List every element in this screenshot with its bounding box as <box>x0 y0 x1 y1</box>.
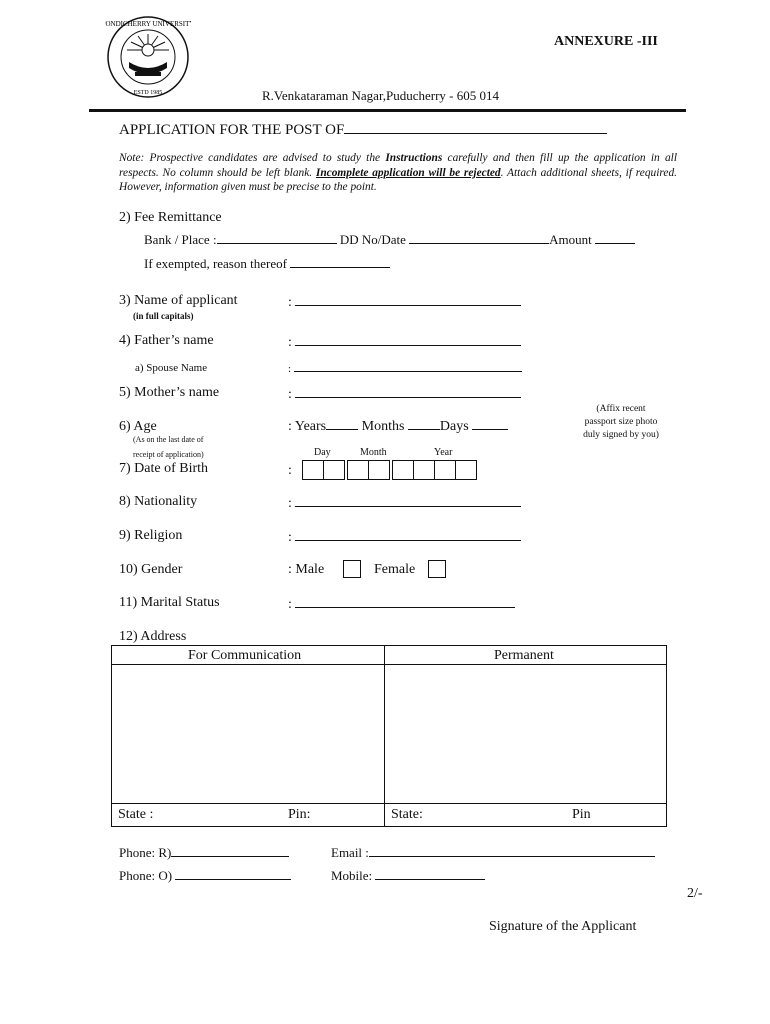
post-field[interactable] <box>344 120 607 134</box>
age-months-label: Months <box>361 419 405 434</box>
photo-note <box>566 403 676 442</box>
marital-label: 11) Marital Status <box>119 595 220 610</box>
father-field[interactable] <box>295 333 521 346</box>
colon: : <box>288 295 292 310</box>
phone-office-label: Phone: O) <box>119 868 173 883</box>
note-paragraph <box>119 151 677 195</box>
nationality-label: 8) Nationality <box>119 494 198 509</box>
name-hint: (in full capitals) <box>133 311 194 321</box>
age-days-field[interactable] <box>472 429 508 430</box>
name-row <box>288 293 521 311</box>
nationality-field[interactable] <box>295 494 521 507</box>
address-footer-rule <box>112 803 666 804</box>
dob-month-box[interactable] <box>347 460 369 480</box>
pin-label-permanent: Pin <box>572 807 591 822</box>
pin-label-communication: Pin: <box>288 807 311 822</box>
mother-field[interactable] <box>295 385 521 398</box>
female-checkbox[interactable] <box>428 560 446 578</box>
note-instructions: Instructions <box>385 152 443 164</box>
exempted-row <box>144 256 390 272</box>
dob-year-box[interactable] <box>455 460 477 480</box>
dob-year-box[interactable] <box>413 460 435 480</box>
mother-label: 5) Mother’s name <box>119 385 220 400</box>
dob-day-box[interactable] <box>302 460 324 480</box>
dob-year-label: Year <box>434 447 453 458</box>
logo-text-top: PONDICHERRY UNIVERSITY <box>105 20 191 28</box>
bank-field[interactable] <box>217 243 337 244</box>
communication-address-field[interactable] <box>114 667 382 801</box>
age-months-field[interactable] <box>408 429 440 430</box>
mobile-label: Mobile: <box>331 868 373 883</box>
photo-note-3: duly signed by you) <box>583 430 659 440</box>
address-table <box>111 645 667 827</box>
mobile-row <box>331 868 485 884</box>
dob-label: 7) Date of Birth <box>119 461 209 476</box>
dob-month-label: Month <box>360 447 387 458</box>
colon: : <box>288 387 292 402</box>
spouse-field[interactable] <box>294 361 522 372</box>
amount-label: Amount <box>549 232 592 247</box>
religion-label: 9) Religion <box>119 528 183 543</box>
note-text-3: . Attach additional sheets, if required. However, information given must be precise to the point. <box>119 166 677 193</box>
exempted-field[interactable] <box>290 267 390 268</box>
phone-residence-label: Phone: R) <box>119 845 172 860</box>
spouse-label: a) Spouse Name <box>135 362 208 374</box>
phone-residence-field[interactable] <box>171 856 289 857</box>
address-header-rule <box>112 664 666 665</box>
gender-label: 10) Gender <box>119 562 183 577</box>
page-number: 2/- <box>687 886 703 901</box>
religion-field[interactable] <box>295 528 521 541</box>
logo-text-bottom: ESTD 1985 <box>133 90 163 96</box>
amount-field[interactable] <box>595 243 635 244</box>
dob-year-box[interactable] <box>392 460 414 480</box>
address-col-communication: For Communication <box>188 648 302 663</box>
dob-day-label: Day <box>314 447 331 458</box>
page-title <box>119 120 607 139</box>
bank-label: Bank / Place : <box>144 232 217 247</box>
note-rejected: Incomplete application will be rejected <box>315 166 501 179</box>
colon: : <box>288 530 292 545</box>
age-hint-2: receipt of application) <box>133 450 204 459</box>
father-row <box>288 333 521 351</box>
age-hint-1: (As on the last date of <box>133 435 204 444</box>
email-field[interactable] <box>369 856 655 857</box>
address-divider-vertical <box>384 646 385 826</box>
dob-month-box[interactable] <box>368 460 390 480</box>
fee-bank-row <box>144 232 635 248</box>
dob-year-box[interactable] <box>434 460 456 480</box>
nationality-row <box>288 494 521 512</box>
age-row <box>288 419 508 435</box>
note-text-2: carefully and then fill up the application in all respects. No column should be left blank. <box>119 152 678 179</box>
dob-day-box[interactable] <box>323 460 345 480</box>
header-rule <box>89 109 686 112</box>
colon: : <box>288 597 292 612</box>
spouse-row <box>288 361 522 375</box>
dd-label: DD No/Date <box>339 232 406 247</box>
phone-office-field[interactable] <box>175 879 291 880</box>
exempted-label: If exempted, reason thereof <box>144 256 287 271</box>
marital-field[interactable] <box>295 595 515 608</box>
address-heading: 12) Address <box>119 629 187 644</box>
dd-field[interactable] <box>409 243 549 244</box>
state-label-permanent: State: <box>391 807 423 822</box>
colon: : <box>288 496 292 511</box>
mother-row <box>288 385 521 403</box>
marital-row <box>288 595 515 613</box>
dob-colon: : <box>288 463 292 478</box>
name-field[interactable] <box>295 293 521 306</box>
signature-label: Signature of the Applicant <box>489 919 637 934</box>
age-label: 6) Age <box>119 419 157 434</box>
colon: : <box>288 335 292 350</box>
address-col-permanent: Permanent <box>494 648 554 663</box>
phone-residence-row <box>119 845 289 861</box>
email-row <box>331 845 655 861</box>
permanent-address-field[interactable] <box>387 667 664 801</box>
title-text: APPLICATION FOR THE POST OF <box>119 122 345 138</box>
father-label: 4) Father’s name <box>119 333 214 348</box>
photo-note-1: (Affix recent <box>596 404 646 414</box>
email-label: Email : <box>331 845 369 860</box>
annexure-label: ANNEXURE -III <box>554 34 658 49</box>
university-logo <box>105 14 191 100</box>
colon: : <box>288 363 292 375</box>
religion-row <box>288 528 521 546</box>
note-text-1: Note: Prospective candidates are advised to study the <box>119 152 386 164</box>
university-address: R.Venkataraman Nagar,Puducherry - 605 014 <box>262 88 500 103</box>
age-days-label: Days <box>439 419 469 434</box>
name-label: 3) Name of applicant <box>119 293 238 308</box>
mobile-field[interactable] <box>375 879 485 880</box>
state-label-communication: State : <box>118 807 154 822</box>
phone-office-row <box>119 868 291 884</box>
age-years-field[interactable] <box>326 429 358 430</box>
fee-heading: 2) Fee Remittance <box>119 210 222 225</box>
photo-note-2: passport size photo <box>584 417 658 427</box>
dob-boxes <box>302 460 477 482</box>
age-years-label: : Years <box>288 419 327 434</box>
male-checkbox[interactable] <box>343 560 361 578</box>
male-label: : Male <box>288 562 325 577</box>
female-label: Female <box>374 562 416 577</box>
